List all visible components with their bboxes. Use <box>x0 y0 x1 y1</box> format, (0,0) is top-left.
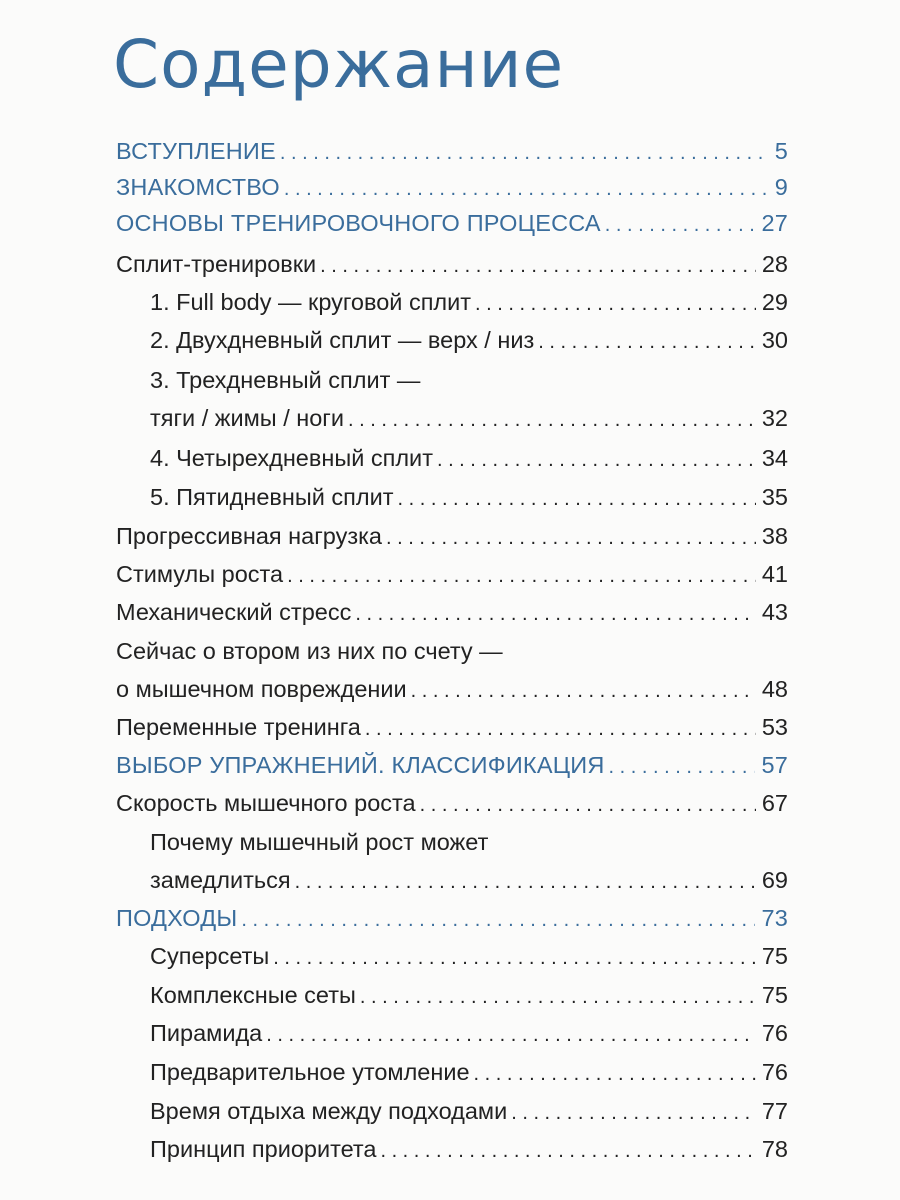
toc-entry-section[interactable] <box>116 249 788 285</box>
leader-dots <box>397 484 755 514</box>
entry-label: Комплексные сеты <box>150 982 356 1008</box>
toc-entry-subsection[interactable] <box>150 1134 788 1170</box>
page-number: 28 <box>761 251 788 277</box>
page-number: 75 <box>761 943 788 969</box>
entry-label: Прогрессивная нагрузка <box>116 523 382 549</box>
leader-dots <box>420 790 756 820</box>
leader-dots <box>348 405 756 435</box>
entry-label: Стимулы роста <box>116 561 284 587</box>
toc-entry-subsection[interactable] <box>150 325 788 361</box>
leader-dots <box>474 1059 756 1089</box>
page-number: 57 <box>761 752 788 778</box>
page-number: 78 <box>761 1136 788 1162</box>
page-number: 30 <box>761 327 788 353</box>
leader-dots <box>280 138 769 168</box>
page-number: 27 <box>761 210 788 236</box>
leader-dots <box>411 676 756 706</box>
entry-label: 2. Двухдневный сплит — верх / низ <box>150 327 535 353</box>
toc-entry-section[interactable] <box>116 788 788 824</box>
page-number: 5 <box>774 138 788 164</box>
page-number: 41 <box>761 561 788 587</box>
page-number: 9 <box>774 174 788 200</box>
toc-entry-chapter[interactable] <box>116 750 788 786</box>
toc-entry-chapter[interactable] <box>116 903 788 939</box>
toc-entry-subsection[interactable] <box>150 980 788 1016</box>
leader-dots <box>360 982 756 1012</box>
leader-dots <box>437 445 756 475</box>
entry-label: ЗНАКОМСТВО <box>116 174 280 200</box>
page-number: 38 <box>761 523 788 549</box>
toc-entry-chapter[interactable] <box>116 208 788 244</box>
toc-entry-section[interactable] <box>116 597 788 633</box>
toc-entry-subsection[interactable] <box>150 1096 788 1132</box>
leader-dots <box>287 561 756 591</box>
toc-entry-section[interactable] <box>116 521 788 557</box>
toc-entry-subsection[interactable] <box>150 403 788 439</box>
leader-dots <box>320 251 756 281</box>
page-number: 35 <box>761 484 788 510</box>
entry-label: Скорость мышечного роста <box>116 790 416 816</box>
toc-entry-section[interactable] <box>116 712 788 748</box>
entry-label: Принцип приоритета <box>150 1136 377 1162</box>
page-title: Содержание <box>113 26 565 103</box>
toc-entry-first-line[interactable]: 3. Трехдневный сплит — <box>150 367 421 393</box>
entry-label: замедлиться <box>150 867 291 893</box>
entry-label: Предварительное утомление <box>150 1059 470 1085</box>
leader-dots <box>475 289 756 319</box>
leader-dots <box>386 523 756 553</box>
leader-dots <box>266 1020 756 1050</box>
toc-entry-subsection[interactable] <box>150 865 788 901</box>
page-number: 43 <box>761 599 788 625</box>
entry-label: Суперсеты <box>150 943 270 969</box>
entry-label: 4. Четырехдневный сплит <box>150 445 433 471</box>
entry-label: Пирамида <box>150 1020 263 1046</box>
leader-dots <box>380 1136 755 1166</box>
toc-entry-subsection[interactable] <box>150 443 788 479</box>
leader-dots <box>511 1098 756 1128</box>
entry-label: ВСТУПЛЕНИЕ <box>116 138 276 164</box>
leader-dots <box>284 174 769 204</box>
toc-entry-subsection[interactable] <box>150 1018 788 1054</box>
entry-label: Время отдыха между подходами <box>150 1098 508 1124</box>
entry-label: Механический стресс <box>116 599 352 625</box>
leader-dots <box>605 210 756 240</box>
leader-dots <box>609 752 756 782</box>
page-number: 29 <box>761 289 788 315</box>
leader-dots <box>355 599 756 629</box>
toc-entry-subsection[interactable] <box>150 287 788 323</box>
entry-label: Сплит-тренировки <box>116 251 317 277</box>
page-number: 76 <box>761 1059 788 1085</box>
page-number: 76 <box>761 1020 788 1046</box>
entry-label: тяги / жимы / ноги <box>150 405 345 431</box>
page-number: 73 <box>761 905 788 931</box>
page-number: 69 <box>761 867 788 893</box>
page-number: 77 <box>761 1098 788 1124</box>
entry-label: 1. Full body — круговой сплит <box>150 289 472 315</box>
toc-entry-chapter[interactable] <box>116 172 788 208</box>
leader-dots <box>365 714 756 744</box>
toc-entry-section[interactable] <box>116 674 788 710</box>
leader-dots <box>295 867 756 897</box>
toc-entry-first-line[interactable]: Почему мышечный рост может <box>150 829 489 855</box>
leader-dots <box>241 905 755 935</box>
page-number: 53 <box>761 714 788 740</box>
leader-dots <box>273 943 756 973</box>
page-number: 67 <box>761 790 788 816</box>
page-number: 32 <box>761 405 788 431</box>
toc-entry-subsection[interactable] <box>150 1057 788 1093</box>
page-number: 34 <box>761 445 788 471</box>
toc-entry-subsection[interactable] <box>150 482 788 518</box>
toc-entry-chapter[interactable] <box>116 136 788 172</box>
entry-label: ВЫБОР УПРАЖНЕНИЙ. КЛАССИФИКАЦИЯ <box>116 752 605 778</box>
entry-label: о мышечном повреждении <box>116 676 407 702</box>
entry-label: Переменные тренинга <box>116 714 361 740</box>
entry-label: ПОДХОДЫ <box>116 905 238 931</box>
entry-label: ОСНОВЫ ТРЕНИРОВОЧНОГО ПРОЦЕССА <box>116 210 601 236</box>
entry-label: 5. Пятидневный сплит <box>150 484 394 510</box>
toc-entry-subsection[interactable] <box>150 941 788 977</box>
page-number: 48 <box>761 676 788 702</box>
toc-entry-section[interactable] <box>116 559 788 595</box>
toc-entry-first-line[interactable]: Сейчас о втором из них по счету — <box>116 638 503 664</box>
leader-dots <box>538 327 756 357</box>
page-number: 75 <box>761 982 788 1008</box>
